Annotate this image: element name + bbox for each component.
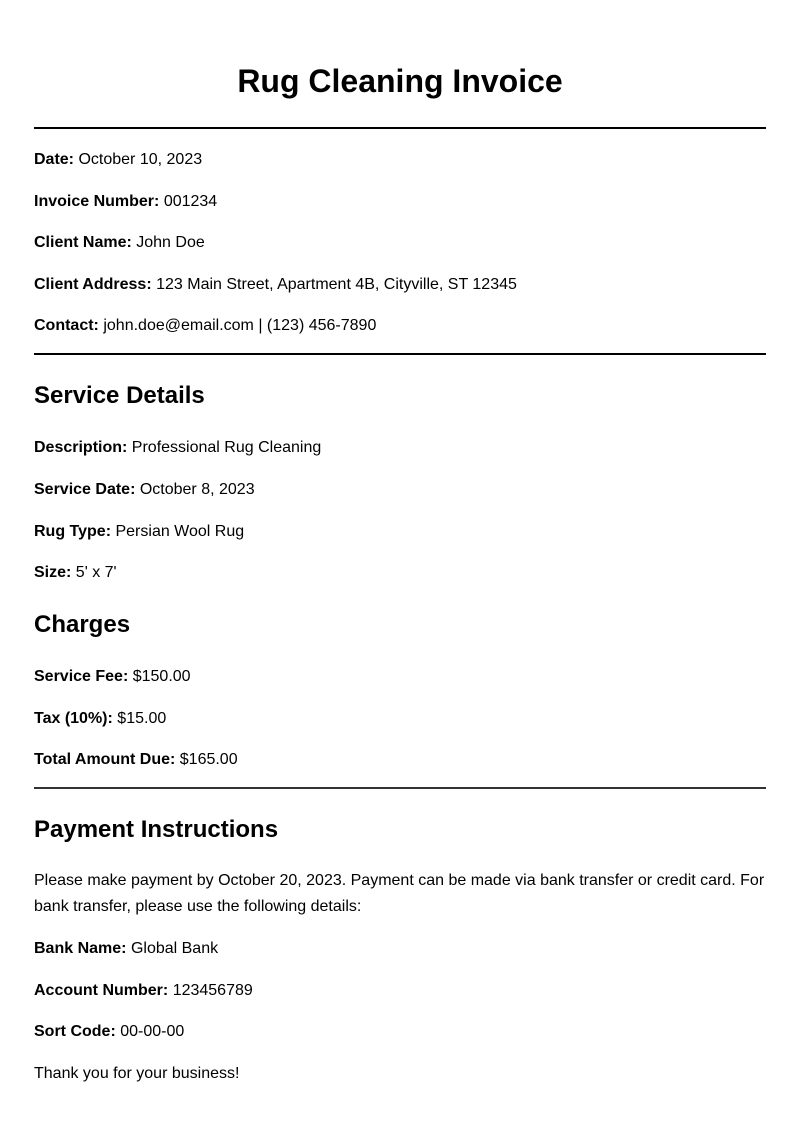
rug-size-value: 5' x 7' — [75, 564, 117, 581]
invoice-date — [34, 150, 766, 170]
client-contact — [34, 316, 766, 336]
client-address — [34, 275, 766, 295]
client-name-value: John Doe — [136, 234, 205, 251]
header-divider — [34, 127, 766, 129]
payment-instructions-text: Please make payment by October 20, 2023. Payment can be made via bank transfer or credit card. For bank transfer, please use the following details: — [34, 872, 765, 915]
service-fee — [34, 667, 766, 687]
sort-code-label: Sort Code: — [34, 1023, 116, 1040]
account-number-label: Account Number: — [34, 982, 169, 999]
invoice-number — [34, 192, 766, 212]
total-amount-due-label: Total Amount Due: — [34, 751, 176, 768]
total-amount-due — [34, 750, 766, 770]
service-details-heading: Service Details — [34, 382, 205, 409]
client-name-label: Client Name: — [34, 234, 132, 251]
service-date-value: October 8, 2023 — [139, 481, 255, 498]
client-address-value: 123 Main Street, Apartment 4B, Cityville, ST 12345 — [156, 276, 517, 293]
thank-you-note: Thank you for your business! — [34, 1065, 240, 1082]
rug-size-label: Size: — [34, 564, 72, 581]
client-name — [34, 233, 766, 253]
account-number — [34, 981, 766, 1001]
sort-code — [34, 1022, 766, 1042]
tax-label: Tax (10%): — [34, 710, 113, 727]
client-contact-value: john.doe@email.com | (123) 456-7890 — [103, 317, 377, 334]
payment-instructions-heading: Payment Instructions — [34, 816, 279, 843]
bank-name — [34, 939, 766, 959]
charges-heading: Charges — [34, 611, 131, 638]
rug-type-value: Persian Wool Rug — [115, 523, 245, 540]
service-fee-value: $150.00 — [132, 668, 191, 685]
client-address-label: Client Address: — [34, 276, 152, 293]
rug-type-label: Rug Type: — [34, 523, 112, 540]
page-title: Rug Cleaning Invoice — [237, 63, 563, 99]
details-divider — [34, 353, 766, 355]
client-contact-label: Contact: — [34, 317, 99, 334]
service-description-label: Description: — [34, 439, 128, 456]
rug-type — [34, 522, 766, 542]
service-date-label: Service Date: — [34, 481, 136, 498]
account-number-value: 123456789 — [172, 982, 253, 999]
bank-name-value: Global Bank — [130, 940, 219, 957]
sort-code-value: 00-00-00 — [120, 1023, 185, 1040]
service-description — [34, 438, 766, 458]
tax — [34, 709, 766, 729]
rug-size — [34, 563, 766, 583]
invoice-number-value: 001234 — [163, 193, 218, 210]
service-description-value: Professional Rug Cleaning — [131, 439, 322, 456]
invoice-date-value: October 10, 2023 — [78, 151, 203, 168]
total-amount-due-value: $165.00 — [179, 751, 238, 768]
service-fee-label: Service Fee: — [34, 668, 129, 685]
bank-name-label: Bank Name: — [34, 940, 127, 957]
tax-value: $15.00 — [117, 710, 167, 727]
invoice-number-label: Invoice Number: — [34, 193, 160, 210]
invoice-date-label: Date: — [34, 151, 75, 168]
charges-divider — [34, 787, 766, 789]
service-date — [34, 480, 766, 500]
